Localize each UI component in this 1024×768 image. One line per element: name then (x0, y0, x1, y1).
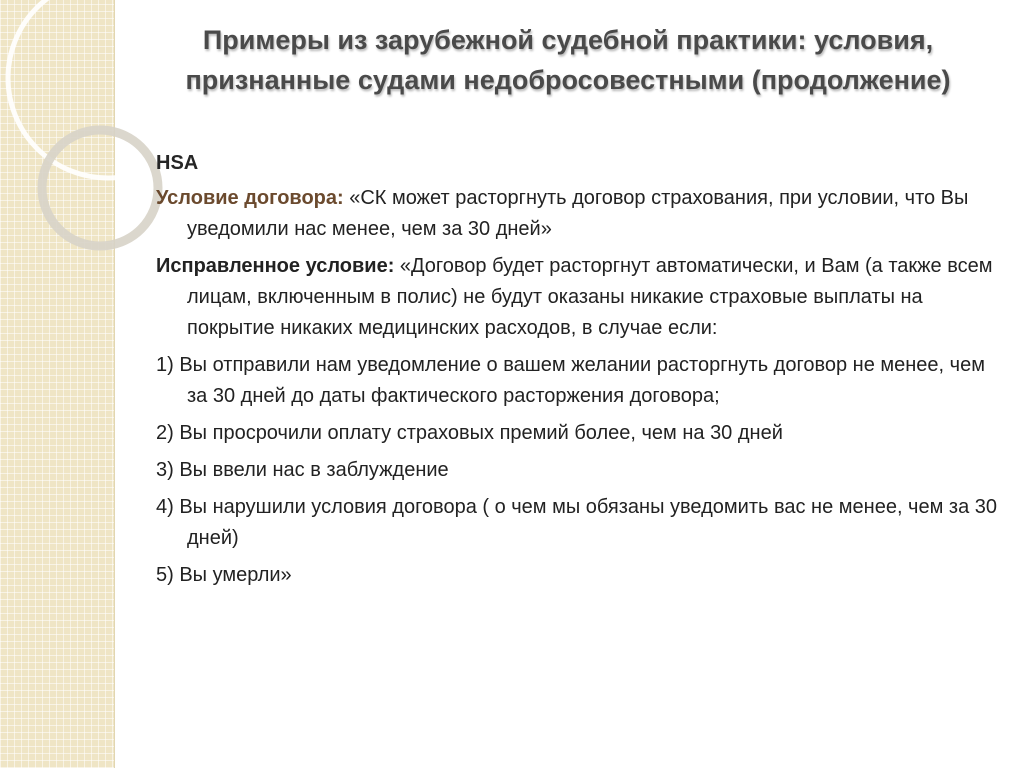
decorative-circle-small (42, 130, 158, 246)
corrected-text: «Договор будет расторгнут автоматически, и Вам (а также всем лицам, включенным в полис) не будут оказаны никакие страховые выплаты на покрытие никаких медицинских расходов, в случае если: (187, 255, 993, 339)
condition-text: «СК может расторгнуть договор страхования, при условии, что Вы уведомили нас менее, чем за 30 дней» (187, 187, 969, 240)
corrected-label: Исправленное условие: (156, 255, 395, 277)
contract-condition-paragraph (156, 183, 1006, 245)
corrected-condition-paragraph (156, 251, 1006, 344)
list-item: 2) Вы просрочили оплату страховых премий более, чем на 30 дней (156, 422, 783, 444)
list-item: 5) Вы умерли» (156, 564, 292, 586)
title-line-1: Примеры из зарубежной судебной практики: условия, (202, 25, 934, 55)
slide-content (156, 148, 1006, 597)
slide-title (128, 20, 1008, 100)
company-heading: HSA (156, 152, 199, 174)
condition-label: Условие договора: (156, 187, 344, 209)
list-item: 4) Вы нарушили условия договора ( о чем мы обязаны уведомить вас не менее, чем за 30 дней) (156, 496, 997, 549)
list-item: 3) Вы ввели нас в заблуждение (156, 459, 449, 481)
list-item: 1) Вы отправили нам уведомление о вашем желании расторгнуть договор не менее, чем за 30 дней до даты фактического расторжения договора; (156, 354, 985, 407)
title-line-2: признанные судами недобросовестными (продолжение) (185, 65, 951, 95)
